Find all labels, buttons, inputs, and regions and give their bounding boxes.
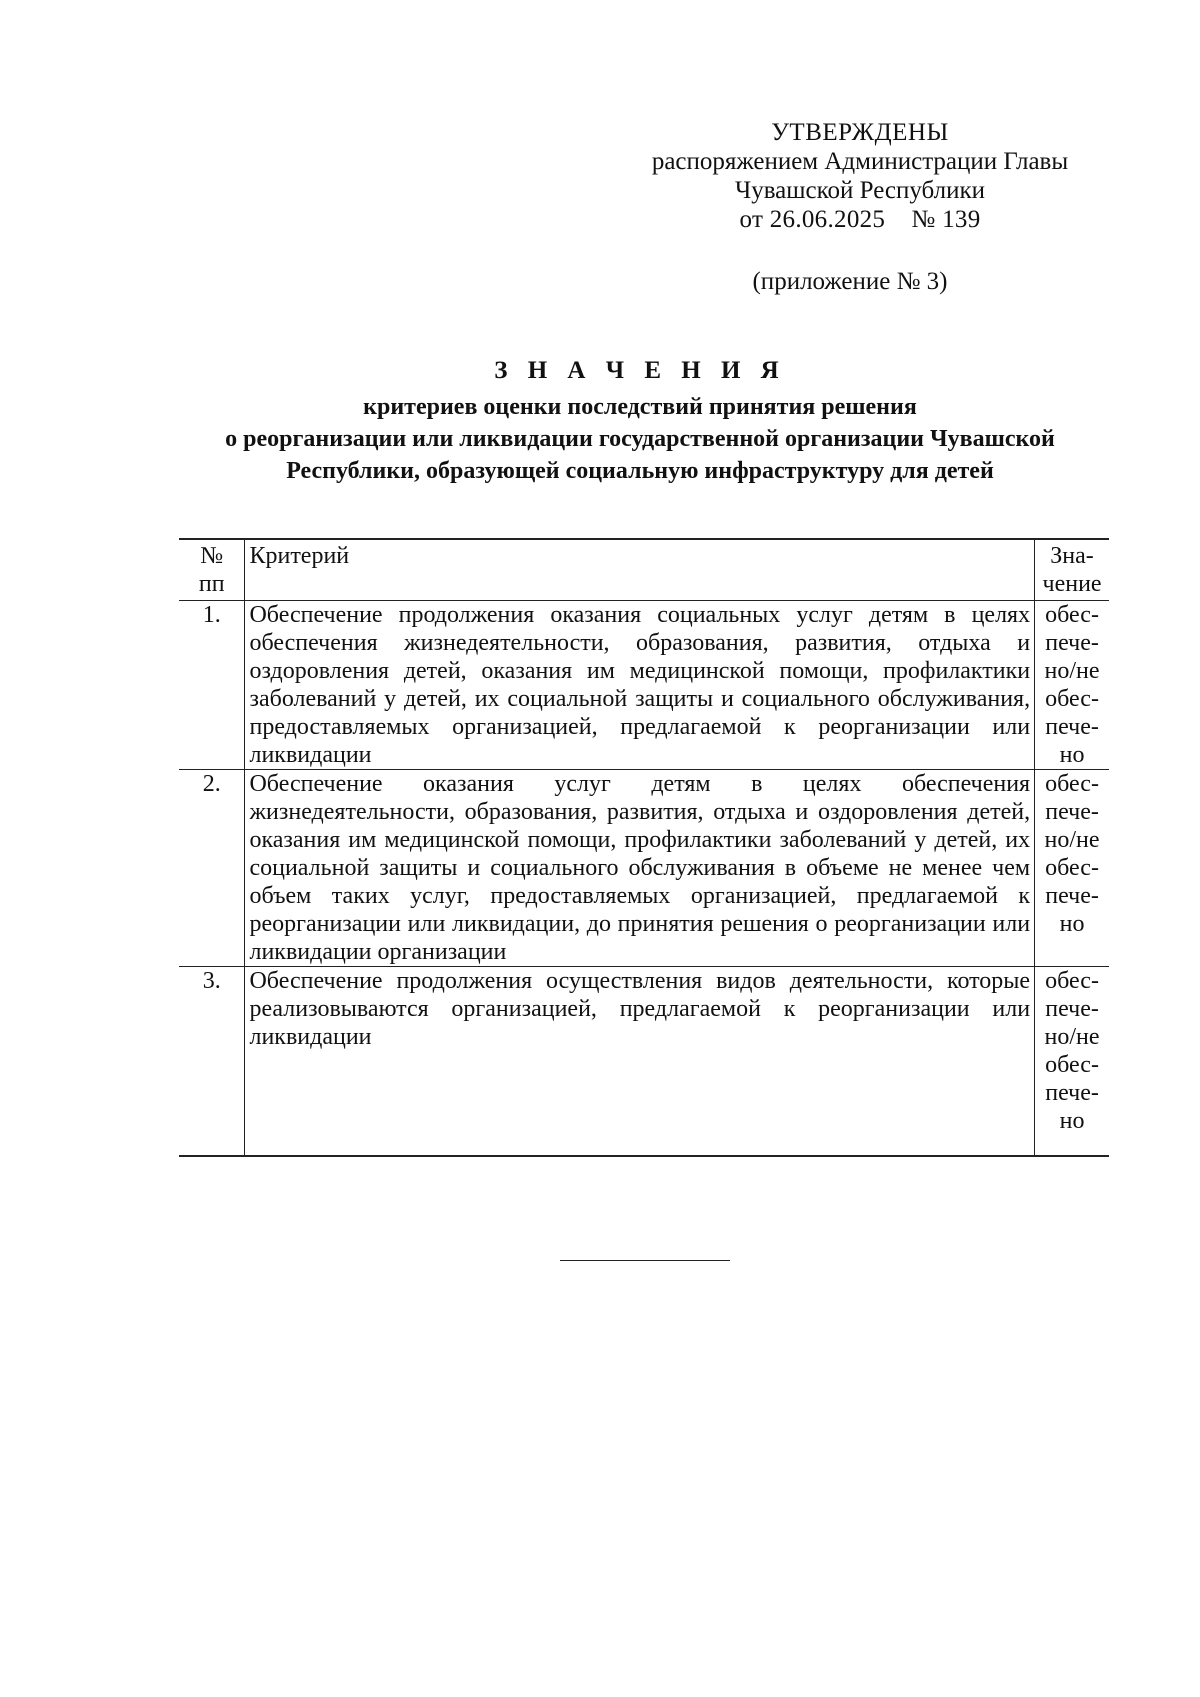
header-number-line1: № [200,543,224,569]
row-value-line: обес- [1045,686,1099,712]
approval-block [600,118,1120,234]
header-value [1035,539,1109,601]
row-number: 1. [179,601,245,770]
heading-subtitle-1: критериев оценки последствий принятия решения [363,394,917,420]
header-criterion: Критерий [245,539,1035,601]
row-value-line: пече- [1045,714,1099,740]
approval-number: № 139 [911,206,981,233]
row-number: 3. [179,967,245,1157]
header-value-line2: чение [1042,571,1102,597]
row-value-line: пече- [1045,996,1099,1022]
row-value-line: обес- [1045,1052,1099,1078]
document-heading [160,355,1120,487]
row-value-line: пече- [1045,1080,1099,1106]
row-value-line: пече- [1045,799,1099,825]
approval-title: УТВЕРЖДЕНЫ [771,119,949,146]
approval-date: от 26.06.2025 [739,206,886,233]
row-value-line: обес- [1045,602,1099,628]
row-value-line: пече- [1045,883,1099,909]
heading-subtitle-3: Республики, образующей социальную инфраструктуру для детей [286,458,994,484]
row-value-line: но [1059,1108,1085,1134]
header-value-line1: Зна- [1050,543,1094,569]
row-value-line: но/не [1044,827,1100,853]
row-value-line: пече- [1045,630,1099,656]
closing-rule [560,1260,730,1261]
row-criterion: Обеспечение продолжения осуществления видов деятельности, которые реализовываются организацией, предлагаемой к реорганизации или ликвидации [245,967,1035,1157]
table-row [179,770,1109,967]
approval-authority: распоряжением Администрации Главы [651,148,1069,175]
row-value-line: обес- [1045,771,1099,797]
row-criterion: Обеспечение оказания услуг детям в целях обеспечения жизнедеятельности, образования, развития, отдыха и оздоровления детей, оказания им медицинской помощи, профилактики заболеваний у детей, их социальной защиты и социального обслуживания в объеме не менее чем объем таких услуг, предоставляемых организацией, предлагаемой к реорганизации или ликвидации, до принятия решения о реорганизации или ликвидации организации [245,770,1035,967]
row-value [1035,770,1109,967]
appendix-label: (приложение № 3) [752,268,948,295]
row-criterion: Обеспечение продолжения оказания социальных услуг детям в целях обеспечения жизнедеятельности, образования, развития, отдыха и оздоровления детей, оказания им медицинской помощи, профилактики заболеваний у детей, их социальной защиты и социального обслуживания, предоставляемых организацией, предлагаемой к реорганизации или ликвидации [245,601,1035,770]
row-value-line: но [1059,742,1085,768]
row-value-line: но/не [1044,658,1100,684]
approval-region: Чувашской Республики [734,177,986,204]
header-number-line2: пп [198,571,225,597]
approval-date-line [600,205,1120,234]
heading-subtitle-2: о реорганизации или ликвидации государственной организации Чувашской [225,426,1055,452]
row-value [1035,601,1109,770]
row-value [1035,967,1109,1157]
criteria-table [179,538,1109,1157]
row-value-line: обес- [1045,855,1099,881]
row-value-line: обес- [1045,968,1099,994]
table-header-row [179,539,1109,601]
header-number [179,539,245,601]
heading-title: З Н А Ч Е Н И Я [494,357,786,384]
table-row [179,967,1109,1157]
table-row [179,601,1109,770]
row-value-line: но/не [1044,1024,1100,1050]
row-number: 2. [179,770,245,967]
row-value-line: но [1059,911,1085,937]
